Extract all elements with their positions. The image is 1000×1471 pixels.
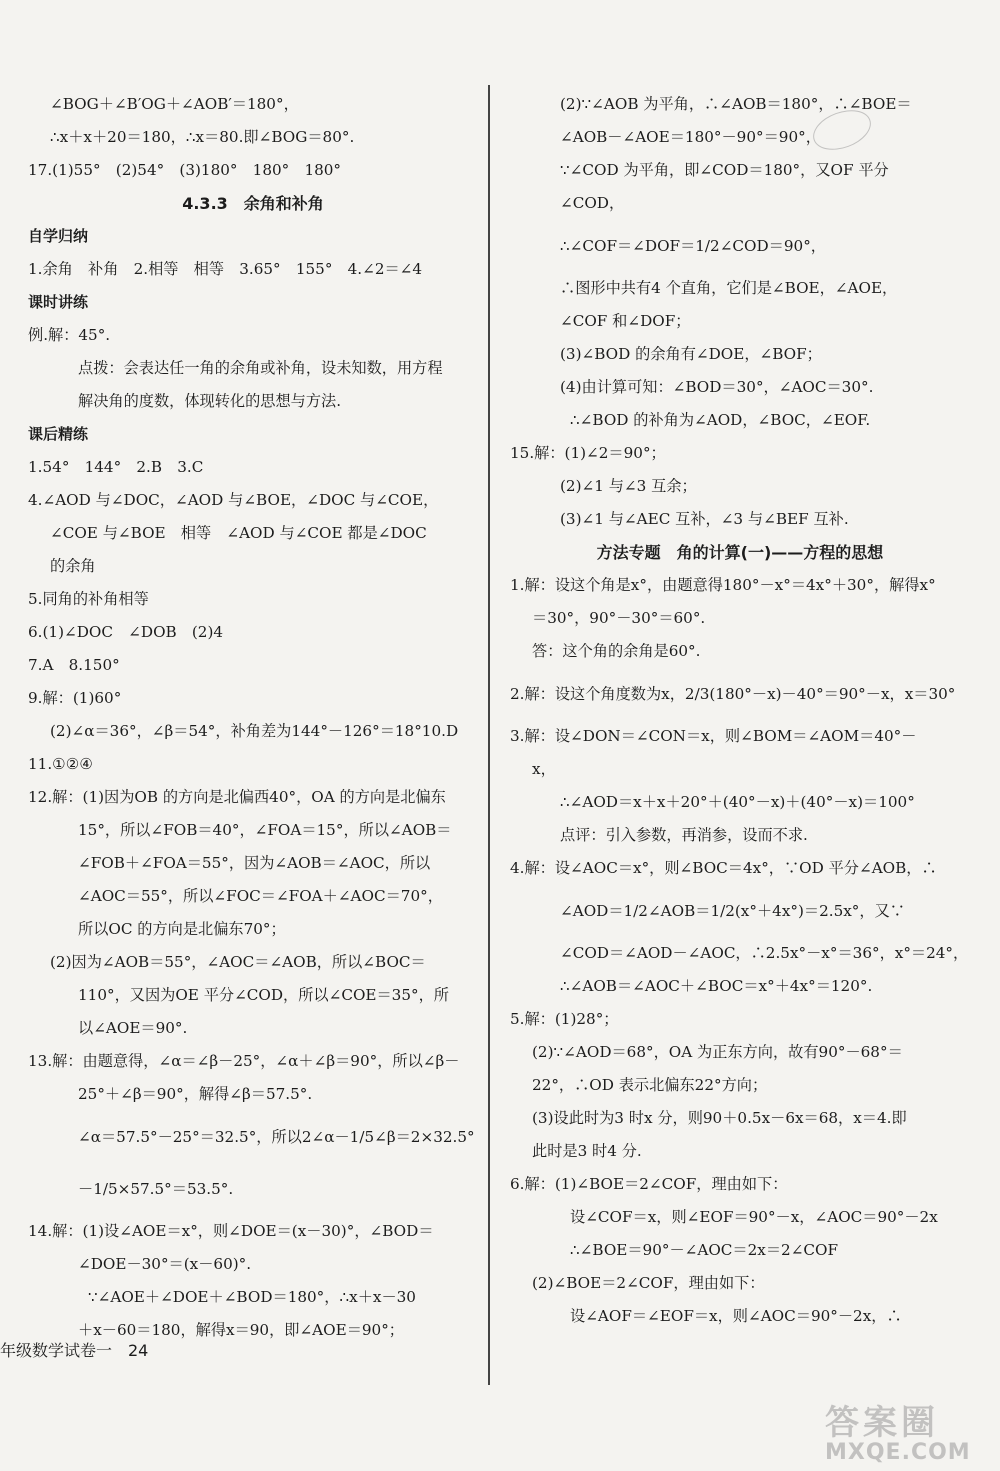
text-line: ∠α＝57.5°－25°＝32.5°，所以2∠α－1/5∠β＝2×32.5°	[78, 1128, 475, 1146]
text-line: 所以OC 的方向是北偏东70°；	[78, 920, 286, 938]
text-line: 17.(1)55° (2)54° (3)180° 180° 180°	[28, 161, 342, 179]
text-line: 1.54° 144° 2.B 3.C	[28, 458, 204, 476]
section-title: 方法专题 角的计算(一)——方程的思想	[596, 543, 884, 562]
text-line: 9.解：(1)60°	[28, 689, 122, 707]
text-line: ∠FOB＋∠FOA＝55°，因为∠AOB＝∠AOC，所以	[78, 854, 431, 872]
text-line: 15.解：(1)∠2＝90°；	[510, 444, 666, 462]
text-line: ∠COD＝∠AOD－∠AOC，∴2.5x°－x°＝36°，x°＝24°，	[560, 944, 969, 962]
text-line: ∴∠BOE＝90°－∠AOC＝2x＝2∠COF	[570, 1241, 839, 1259]
text-line: 22°，∴OD 表示北偏东22°方向；	[532, 1076, 768, 1094]
text-line: ∴∠AOB＝∠AOC＋∠BOC＝x°＋4x°＝120°.	[560, 977, 873, 995]
text-line: 5.同角的补角相等	[28, 590, 149, 608]
text-line: ∠AOD＝1/2∠AOB＝1/2(x°＋4x°)＝2.5x°，又∵	[560, 902, 905, 920]
text-line: ∵∠COD 为平角，即∠COD＝180°，又OF 平分	[560, 161, 889, 179]
text-line: 2.解：设这个角度数为x，2/3(180°－x)－40°＝90°－x，x＝30°	[510, 685, 956, 703]
left-column	[28, 88, 478, 1347]
text-line: x，	[532, 760, 556, 778]
text-line: 15°，所以∠FOB＝40°，∠FOA＝15°，所以∠AOB＝	[78, 821, 452, 839]
text-line: (2)∵∠AOB 为平角，∴∠AOB＝180°，∴∠BOE＝	[560, 95, 912, 113]
text-line: 110°，又因为OE 平分∠COD，所以∠COE＝35°，所	[78, 986, 449, 1004]
text-line: 6.(1)∠DOC ∠DOB (2)4	[28, 623, 224, 641]
text-line: 设∠COF＝x，则∠EOF＝90°－x，∠AOC＝90°－2x	[570, 1208, 938, 1226]
text-line: ∵∠AOE＋∠DOE＋∠BOD＝180°，∴x＋x－30	[88, 1288, 416, 1306]
watermark-site: MXQE.COM	[825, 1440, 971, 1465]
text-line: 此时是3 时4 分.	[532, 1142, 642, 1160]
text-line: ∴∠AOD＝x＋x＋20°＋(40°－x)＋(40°－x)＝100°	[560, 793, 915, 811]
text-line: 4.∠AOD 与∠DOC，∠AOD 与∠BOE，∠DOC 与∠COE，	[28, 491, 439, 509]
text-line: 11.①②④	[28, 755, 93, 773]
text-line: (2)∠1 与∠3 互余；	[560, 477, 697, 495]
text-line: 3.解：设∠DON＝∠CON＝x，则∠BOM＝∠AOM＝40°－	[510, 727, 917, 745]
section-heading: 课后精练	[28, 425, 89, 443]
text-line: (2)∠BOE＝2∠COF，理由如下：	[532, 1274, 765, 1292]
text-line: (3)∠1 与∠AEC 互补，∠3 与∠BEF 互补.	[560, 510, 849, 528]
text-line: ∠BOG＋∠B′OG＋∠AOB′＝180°，	[50, 95, 299, 113]
text-line: 4.解：设∠AOC＝x°，则∠BOC＝4x°，∵OD 平分∠AOB，∴	[510, 859, 937, 877]
text-line: ∴∠COF＝∠DOF＝1/2∠COD＝90°，	[560, 237, 826, 255]
text-line: (2)∠α＝36°，∠β＝54°，补角差为144°－126°＝18°10.D	[50, 722, 459, 740]
text-line: ∠COD，	[560, 194, 625, 212]
text-line: 7.A 8.150°	[28, 656, 120, 674]
text-line: ∴图形中共有4 个直角，它们是∠BOE，∠AOE，	[560, 279, 898, 297]
text-line: (3)设此时为3 时x 分，则90＋0.5x－6x＝68，x＝4.即	[532, 1109, 907, 1127]
text-line: 例.解：45°.	[28, 326, 111, 344]
text-line: 解决角的度数，体现转化的思想与方法.	[78, 392, 342, 410]
text-line: 点拨：会表达任一角的余角或补角，设未知数，用方程	[78, 359, 443, 377]
text-line: ∠AOC＝55°，所以∠FOC＝∠FOA＋∠AOC＝70°，	[78, 887, 443, 905]
text-line: 的余角	[50, 557, 96, 575]
text-line: ∴∠BOD 的补角为∠AOD，∠BOC，∠EOF.	[570, 411, 871, 429]
text-line: ∴x＋x＋20＝180，∴x＝80.即∠BOG＝80°.	[50, 128, 355, 146]
text-line: 设∠AOF＝∠EOF＝x，则∠AOC＝90°－2x，∴	[570, 1307, 902, 1325]
text-line: 1.余角 补角 2.相等 相等 3.65° 155° 4.∠2＝∠4	[28, 260, 423, 278]
text-line: ∠COF 和∠DOF；	[560, 312, 691, 330]
text-line: ∠AOB－∠AOE＝180°－90°＝90°，	[560, 128, 821, 146]
text-line: 5.解：(1)28°；	[510, 1010, 619, 1028]
text-line: (3)∠BOD 的余角有∠DOE，∠BOF；	[560, 345, 822, 363]
text-line: 14.解：(1)设∠AOE＝x°，则∠DOE＝(x－30)°，∠BOD＝	[28, 1222, 434, 1240]
text-line: 点评：引入参数，再消参，设而不求.	[560, 826, 808, 844]
text-line: 12.解：(1)因为OB 的方向是北偏西40°，OA 的方向是北偏东	[28, 788, 446, 806]
page-footer: 年级数学试卷一 24	[0, 1341, 149, 1360]
column-divider	[488, 85, 490, 1385]
section-heading: 自学归纳	[28, 227, 89, 245]
watermark	[825, 1395, 985, 1465]
text-line: ＋x－60＝180，解得x＝90，即∠AOE＝90°；	[78, 1321, 404, 1339]
watermark-logo: 答案圈	[825, 1403, 939, 1443]
text-line: 1.解：设这个角是x°，由题意得180°－x°＝4x°＋30°，解得x°	[510, 576, 936, 594]
right-column	[510, 88, 970, 1333]
text-line: 答：这个角的余角是60°.	[532, 642, 701, 660]
text-line: 25°＋∠β＝90°，解得∠β＝57.5°.	[78, 1085, 313, 1103]
section-heading: 课时讲练	[28, 293, 89, 311]
text-line: (2)∵∠AOD＝68°，OA 为正东方向，故有90°－68°＝	[532, 1043, 903, 1061]
text-line: ＝30°，90°－30°＝60°.	[532, 609, 706, 627]
text-line: 13.解：由题意得，∠α＝∠β－25°，∠α＋∠β＝90°，所以∠β－	[28, 1052, 460, 1070]
section-title: 4.3.3 余角和补角	[182, 194, 324, 213]
text-line: 以∠AOE＝90°.	[78, 1019, 188, 1037]
text-line: －1/5×57.5°＝53.5°.	[78, 1180, 234, 1198]
text-line: (2)因为∠AOB＝55°，∠AOC＝∠AOB，所以∠BOC＝	[50, 953, 426, 971]
text-line: (4)由计算可知：∠BOD＝30°，∠AOC＝30°.	[560, 378, 874, 396]
text-line: ∠COE 与∠BOE 相等 ∠AOD 与∠COE 都是∠DOC	[50, 524, 427, 542]
text-line: ∠DOE－30°＝(x－60)°.	[78, 1255, 252, 1273]
text-line: 6.解：(1)∠BOE＝2∠COF，理由如下：	[510, 1175, 788, 1193]
